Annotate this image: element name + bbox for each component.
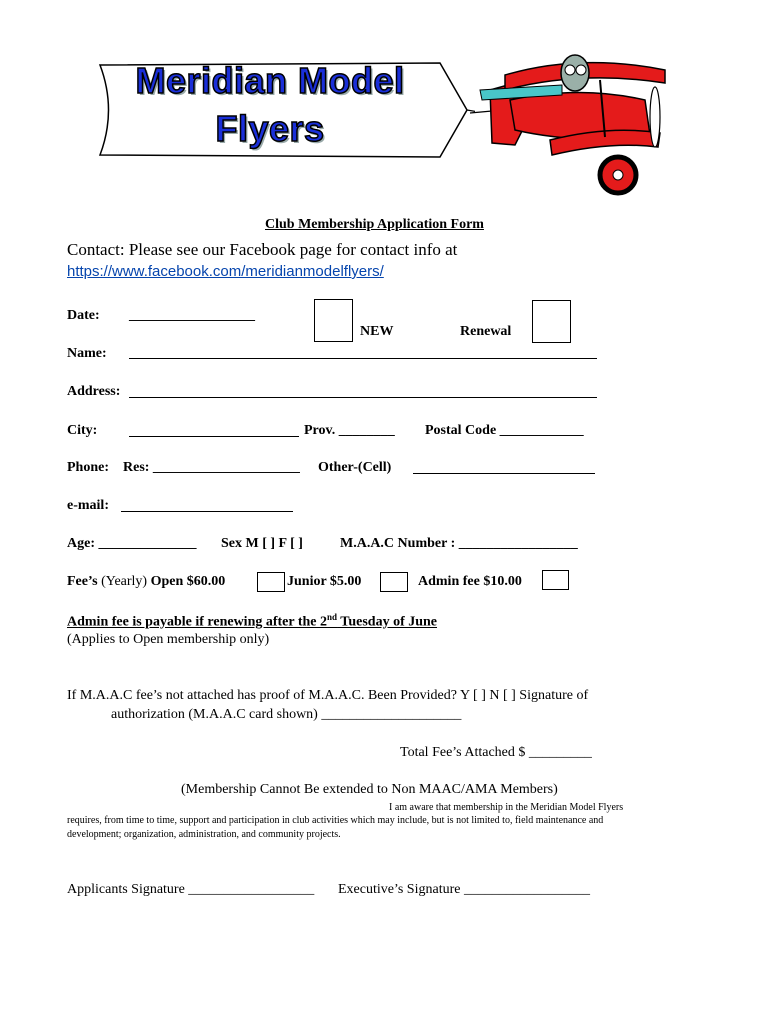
cell-phone-field[interactable] (413, 473, 595, 474)
open-fee-checkbox[interactable] (257, 572, 285, 592)
prov-field[interactable]: Prov. ________ (304, 423, 395, 438)
address-label: Address: (67, 384, 121, 399)
fees-yearly: (Yearly) (101, 574, 148, 589)
res-phone-field[interactable]: Res: _____________________ (123, 460, 300, 475)
postal-code-field[interactable]: Postal Code ____________ (425, 423, 584, 438)
sex-field[interactable]: Sex M [ ] F [ ] (221, 536, 303, 551)
email-field[interactable] (121, 511, 293, 512)
maac-number-field[interactable]: M.A.A.C Number : _________________ (340, 536, 578, 551)
facebook-link[interactable]: https://www.facebook.com/meridianmodelflyers/ (67, 263, 384, 280)
aware-text-2: requires, from time to time, support and participation in club activities which may include, but is not limited to, field maintenance and (67, 815, 604, 826)
city-field[interactable] (129, 436, 299, 437)
new-label: NEW (360, 324, 394, 339)
aware-text-3: development; organization, administration, and community projects. (67, 829, 341, 840)
fees-line (67, 574, 225, 590)
contact-text: Contact: Please see our Facebook page for contact info at (67, 240, 458, 259)
admin-fee-label: Admin fee $10.00 (418, 574, 522, 589)
date-label: Date: (67, 308, 100, 323)
junior-fee-label: Junior $5.00 (287, 574, 362, 589)
banner-title-line1: Meridian Model (135, 60, 405, 101)
cell-label: Other-(Cell) (318, 460, 392, 475)
admin-fee-note (67, 612, 437, 631)
admin-note-text: Admin fee is payable if renewing after the 2 (67, 614, 328, 630)
admin-note-text-end: Tuesday of June (337, 614, 438, 630)
admin-note-sub: (Applies to Open membership only) (67, 632, 270, 647)
maac-proof-line2[interactable]: authorization (M.A.A.C card shown) ____________________ (111, 707, 462, 722)
date-field[interactable]: __________________ (129, 308, 255, 323)
form-title: Club Membership Application Form (265, 217, 484, 232)
total-fees-field[interactable]: Total Fee’s Attached $ _________ (400, 745, 592, 760)
aware-text-1: I am aware that membership in the Meridian Model Flyers (389, 802, 624, 813)
email-label: e-mail: (67, 498, 109, 513)
banner-title-line2: Flyers (215, 108, 325, 149)
admin-fee-checkbox[interactable] (542, 570, 569, 590)
renewal-checkbox[interactable] (532, 300, 571, 343)
junior-fee-checkbox[interactable] (380, 572, 408, 592)
admin-note-sup: nd (327, 612, 338, 622)
name-label: Name: (67, 346, 107, 361)
fees-label: Fee’s (67, 574, 98, 589)
phone-label: Phone: (67, 460, 109, 475)
maac-proof-line1: If M.A.A.C fee’s not attached has proof of M.A.A.C. Been Provided? Y [ ] N [ ] Signature of (67, 688, 589, 703)
biplane-illustration (470, 45, 680, 200)
executive-signature-field[interactable]: Executive’s Signature __________________ (338, 882, 590, 897)
age-field[interactable]: Age: ______________ (67, 536, 197, 551)
applicant-signature-field[interactable]: Applicants Signature __________________ (67, 882, 315, 897)
open-fee-label: Open $60.00 (150, 574, 226, 589)
non-maac-note: (Membership Cannot Be extended to Non MAAC/AMA Members) (181, 782, 558, 797)
name-field[interactable] (129, 358, 597, 359)
new-checkbox[interactable] (314, 299, 353, 342)
address-field[interactable] (129, 397, 597, 398)
renewal-label: Renewal (460, 324, 512, 339)
city-label: City: (67, 423, 98, 438)
